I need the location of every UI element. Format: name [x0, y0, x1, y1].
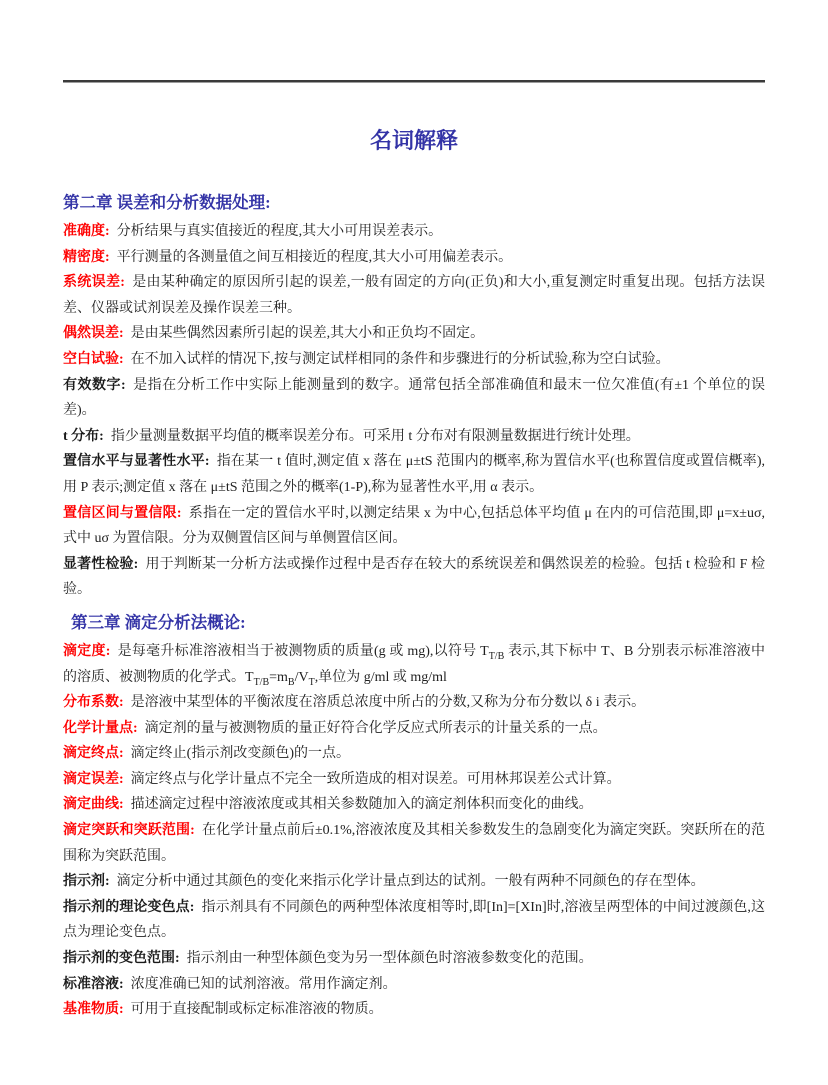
term-entry-significant-figures: [63, 373, 765, 424]
term-entry-titration-endpoint: [63, 741, 765, 767]
definition-text: 是每毫升标准溶液相当于被测物质的质量(g 或 mg),以符号 T: [117, 643, 489, 659]
term-label: 空白试验:: [63, 351, 124, 367]
term-entry-blank-test: [63, 347, 765, 373]
term-definition: 浓度准确已知的试剂溶液。常用作滴定剂。: [130, 976, 397, 992]
term-entry-titer: [63, 639, 765, 690]
term-label: 滴定曲线:: [63, 797, 124, 813]
term-entry-distribution-coefficient: [63, 690, 765, 716]
term-entry-primary-standard: [63, 997, 765, 1023]
formula-subscript: B: [287, 676, 295, 688]
term-definition: [63, 643, 765, 688]
term-entry-precision: [63, 245, 765, 271]
term-label: 指示剂的变色范围:: [63, 951, 180, 967]
header-divider-line: [63, 80, 765, 83]
term-label: 置信水平与显著性水平:: [63, 454, 210, 470]
term-definition: 指少量测量数据平均值的概率误差分布。可采用 t 分布对有限测量数据进行统计处理。: [110, 428, 640, 444]
document-page: [0, 80, 828, 1085]
term-label: 基准物质:: [63, 1002, 124, 1018]
term-entry-t-distribution: [63, 424, 765, 450]
term-entry-standard-solution: [63, 972, 765, 998]
term-entry-indicator: [63, 869, 765, 895]
term-entry-indicator-color-range: [63, 946, 765, 972]
term-label: 准确度:: [63, 224, 110, 239]
term-definition: 指示剂由一种型体颜色变为另一型体颜色时溶液参数变化的范围。: [186, 951, 593, 967]
term-entry-confidence-level: [63, 449, 765, 500]
term-entry-systematic-error: [63, 270, 765, 321]
term-definition: 可用于直接配制或标定标准溶液的物质。: [130, 1002, 383, 1018]
term-entry-indicator-theoretical-point: [63, 895, 765, 946]
term-definition: 在化学计量点前后±0.1%,溶液浓度及其相关参数发生的急剧变化为滴定突跃。突跃所在的范围称为突跃范围。: [63, 823, 765, 864]
term-label: 滴定突跃和突跃范围:: [63, 823, 195, 839]
term-definition: 滴定剂的量与被测物质的量正好符合化学反应式所表示的计量关系的一点。: [144, 720, 607, 736]
term-label: 偶然误差:: [63, 326, 124, 342]
chapter-3-heading: 第三章 滴定分析法概论:: [71, 612, 246, 632]
chapter-2-heading: 第二章 误差和分析数据处理:: [63, 193, 271, 212]
term-entry-titration-jump: [63, 818, 765, 869]
term-entry-confidence-interval: [63, 501, 765, 552]
term-entry-titration-error: [63, 767, 765, 793]
term-label: 标准溶液:: [63, 976, 124, 992]
term-definition: 平行测量的各测量值之间互相接近的程度,其大小可用偏差表示。: [116, 249, 513, 265]
formula-subscript: T: [308, 676, 315, 688]
term-label: 系统误差:: [63, 275, 125, 291]
term-definition: 是由某种确定的原因所引起的误差,一般有固定的方向(正负)和大小,重复测定时重复出现。包括方法误差、仪器或试剂误差及操作误差三种。: [63, 275, 765, 316]
term-definition: 分析结果与真实值接近的程度,其大小可用误差表示。: [116, 224, 443, 239]
formula-subscript: T/B: [488, 650, 505, 662]
definition-text: =m: [269, 669, 288, 685]
term-label: 置信区间与置信限:: [63, 505, 182, 521]
definition-text: /V: [294, 669, 309, 685]
term-label: 分布系数:: [63, 695, 124, 711]
term-definition: 是溶液中某型体的平衡浓度在溶质总浓度中所占的分数,又称为分布分数以 δ i 表示。: [130, 695, 646, 711]
term-definition: 描述滴定过程中溶液浓度或其相关参数随加入的滴定剂体积而变化的曲线。: [130, 797, 593, 813]
term-definition: 滴定分析中通过其颜色的变化来指示化学计量点到达的试剂。一般有两种不同颜色的存在型体。: [116, 874, 705, 890]
document-content: [63, 127, 765, 1023]
term-label: 滴定误差:: [63, 771, 124, 787]
term-definition: 指示剂具有不同颜色的两种型体浓度相等时,即[In]=[XIn]时,溶液呈两型体的中间过渡颜色,这点为理论变色点。: [63, 899, 765, 941]
term-label: t 分布:: [63, 428, 104, 444]
term-label: 滴定终点:: [63, 746, 124, 762]
term-entry-titration-curve: [63, 792, 765, 818]
formula-subscript: T/B: [253, 676, 270, 688]
definition-text: 表示,其下标中 T、B 分别表示标准溶液中的溶质、被测物质的化学式。T: [63, 643, 765, 685]
term-definition: 指在某一 t 值时,测定值 x 落在 μ±tS 范围内的概率,称为置信水平(也称置信度或置信概率),用 P 表示;测定值 x 落在 μ±tS 范围之外的概率(1-P),称为显著性水平,用 α 表示。: [63, 454, 766, 495]
term-label: 化学计量点:: [63, 720, 138, 736]
term-definition: 是指在分析工作中实际上能测量到的数字。通常包括全部准确值和最末一位欠准值(有±1 个单位的误差)。: [63, 377, 765, 419]
term-definition: 滴定终止(指示剂改变颜色)的一点。: [130, 746, 350, 762]
term-definition: 是由某些偶然因素所引起的误差,其大小和正负均不固定。: [130, 326, 485, 342]
term-entry-accuracy: [63, 219, 765, 245]
term-definition: 用于判断某一分析方法或操作过程中是否存在较大的系统误差和偶然误差的检验。包括 t 检验和 F 检验。: [63, 556, 765, 598]
term-label: 滴定度:: [63, 643, 111, 659]
term-label: 精密度:: [63, 249, 110, 265]
term-label: 指示剂:: [63, 874, 110, 890]
term-definition: 在不加入试样的情况下,按与测定试样相同的条件和步骤进行的分析试验,称为空白试验。: [130, 351, 670, 367]
term-definition: 滴定终点与化学计量点不完全一致所造成的相对误差。可用林邦误差公式计算。: [130, 771, 621, 787]
term-definition: 系指在一定的置信水平时,以测定结果 x 为中心,包括总体平均值 μ 在内的可信范围,即 μ=x±uσ,式中 uσ 为置信限。分为双侧置信区间与单侧置信区间。: [63, 505, 765, 547]
term-entry-significance-test: [63, 552, 765, 603]
page-title: 名词解释: [369, 128, 458, 153]
definition-text: ,单位为 g/ml 或 mg/ml: [314, 669, 447, 685]
term-label: 指示剂的理论变色点:: [63, 899, 195, 915]
term-entry-stoichiometric-point: [63, 716, 765, 742]
term-label: 有效数字:: [63, 377, 126, 393]
term-entry-random-error: [63, 321, 765, 347]
term-label: 显著性检验:: [63, 556, 139, 572]
